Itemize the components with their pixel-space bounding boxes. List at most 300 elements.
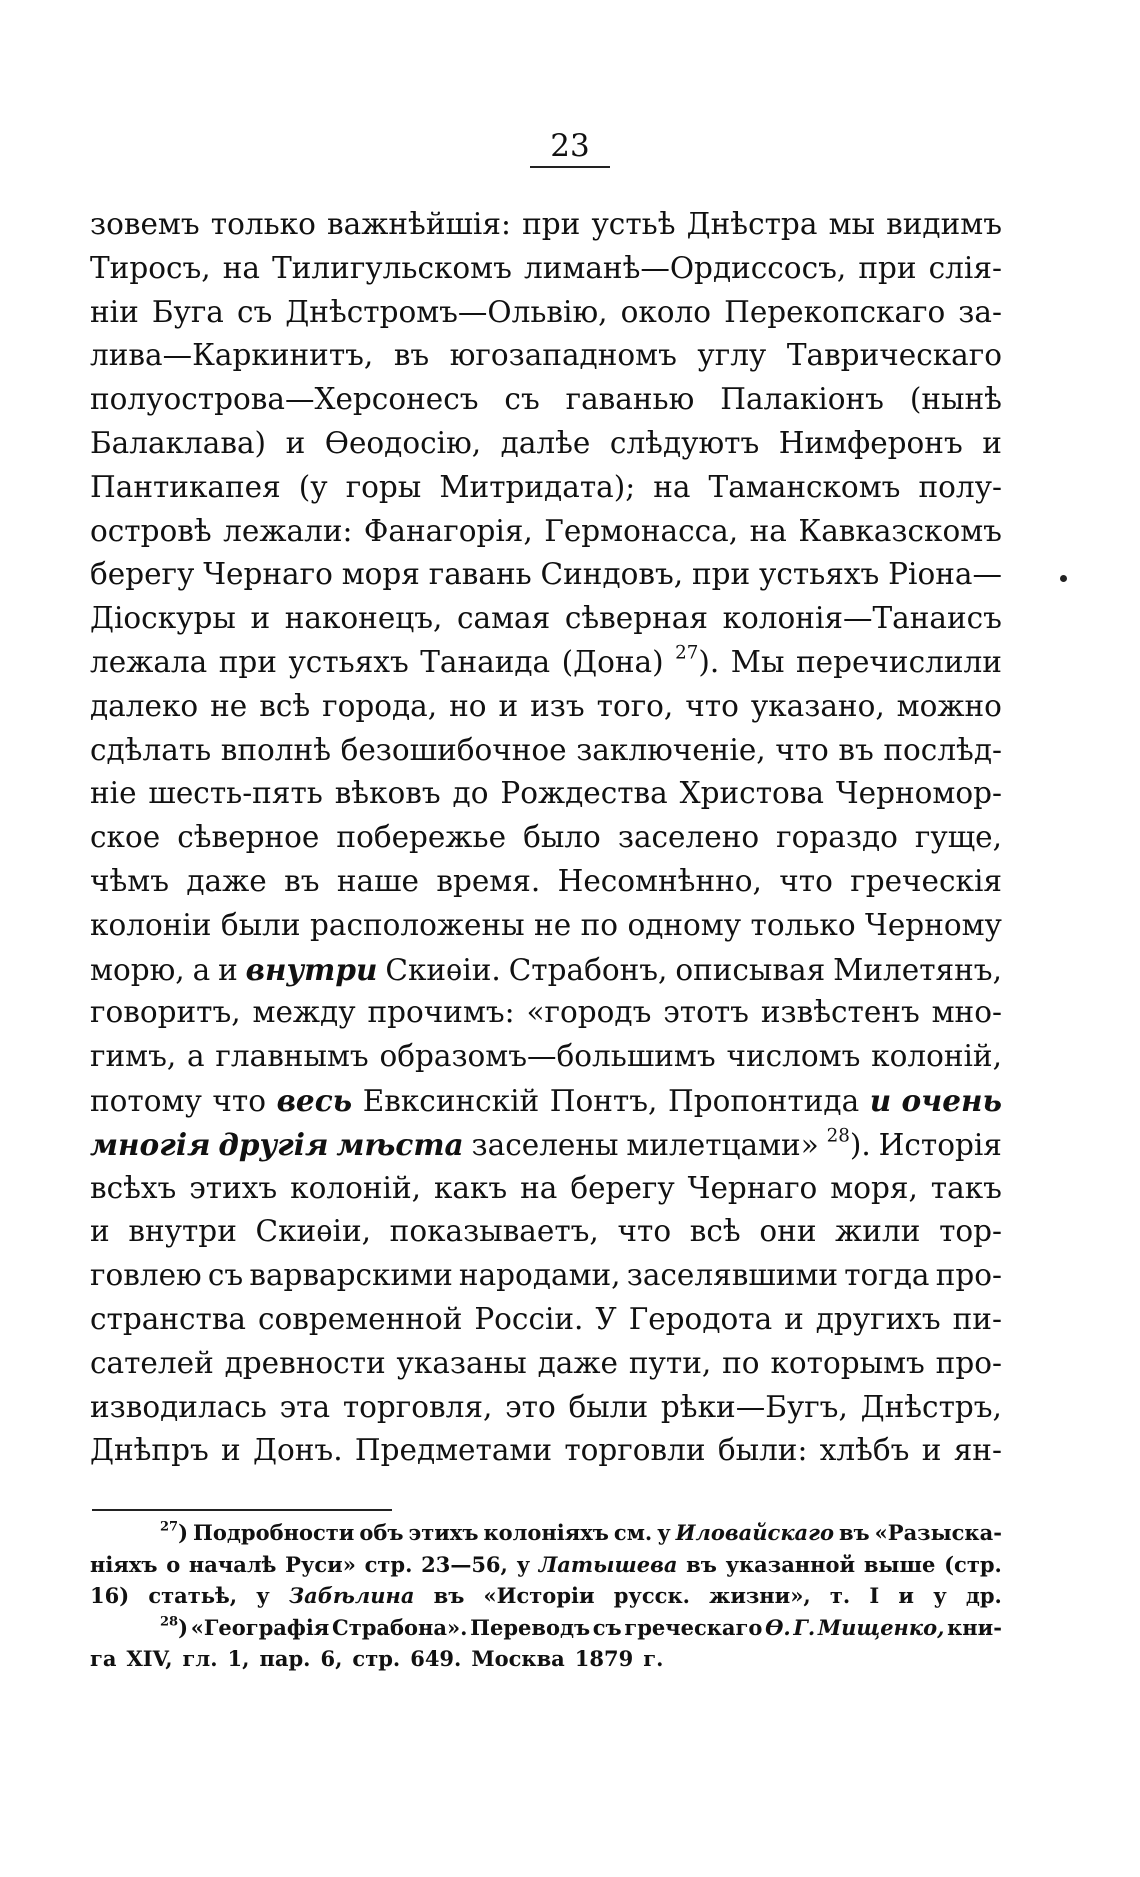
footnote-line xyxy=(90,1517,1002,1549)
word: ское xyxy=(90,820,161,855)
word: съ xyxy=(207,1258,244,1293)
word: Рождества xyxy=(500,776,668,811)
footnote-word: жизни», xyxy=(709,1583,811,1608)
word: другія xyxy=(218,1126,329,1162)
word: въ xyxy=(838,732,874,767)
footnote-word: стр. xyxy=(364,1551,413,1577)
footnote-word: 16) xyxy=(90,1583,130,1608)
word: перечислили xyxy=(795,644,1002,679)
word: Гермонасса, xyxy=(544,513,739,548)
word: мно- xyxy=(931,995,1002,1030)
footnote-word: пар. xyxy=(259,1646,311,1671)
word: при xyxy=(858,250,917,285)
word: сѣверная xyxy=(564,601,708,636)
word: Россіи. xyxy=(474,1301,584,1336)
word: эта xyxy=(279,1389,331,1424)
word: внутри xyxy=(245,951,378,987)
word: Днѣстръ, xyxy=(860,1389,1002,1424)
footnote-word: т. xyxy=(829,1583,851,1608)
word: Донъ. xyxy=(253,1433,343,1468)
word: Днѣпръ xyxy=(90,1433,209,1468)
word: Балаклава) xyxy=(90,425,267,460)
footnote-word: и xyxy=(898,1583,914,1608)
word: и xyxy=(921,1433,942,1468)
word: говлею xyxy=(90,1258,202,1293)
text-line xyxy=(90,334,1002,378)
word: ніи xyxy=(90,294,139,329)
word: Мы xyxy=(730,644,785,679)
word: Тилигульскомъ xyxy=(272,250,512,285)
word: а xyxy=(187,1039,205,1074)
footnote-word: XIV, xyxy=(126,1646,173,1671)
word: гуще, xyxy=(914,820,1002,855)
word: пи- xyxy=(952,1301,1002,1336)
text-line xyxy=(90,203,1002,247)
text-line xyxy=(90,1342,1002,1386)
text-line xyxy=(90,772,1002,816)
word: Исторія xyxy=(878,1127,1002,1162)
text-line xyxy=(90,1386,1002,1430)
word: вѣковъ xyxy=(334,776,441,811)
word: Евксинскій xyxy=(362,1083,540,1118)
word: жили xyxy=(835,1214,921,1249)
word: образомъ—большимъ xyxy=(379,1039,716,1074)
word: ян- xyxy=(953,1433,1002,1468)
footnote-word: у xyxy=(933,1583,947,1608)
word: съ xyxy=(236,294,273,329)
word: полуострова—Херсонесъ xyxy=(90,382,479,417)
word: указано, xyxy=(750,688,885,723)
word: заселявшими xyxy=(626,1258,839,1293)
word: лежали: xyxy=(223,513,353,548)
word: не xyxy=(534,907,572,942)
text-line xyxy=(90,510,1002,554)
word: а xyxy=(192,952,211,987)
text-line xyxy=(90,247,1002,291)
word: на xyxy=(222,250,260,285)
footnote-word: началѣ xyxy=(188,1551,277,1577)
footnote-word: «Географія xyxy=(190,1614,330,1640)
text-line xyxy=(90,816,1002,860)
word: не xyxy=(210,688,248,723)
word: гораздо xyxy=(776,820,898,855)
word: шесть-пять xyxy=(148,776,323,811)
word: далѣе xyxy=(500,425,591,460)
word: колонія—Танаисъ xyxy=(722,601,1002,636)
word: хлѣбъ xyxy=(819,1433,910,1468)
footnote-word: г. xyxy=(643,1646,664,1671)
word: время. xyxy=(436,863,541,898)
word: полу- xyxy=(918,469,1002,504)
word: пути, xyxy=(628,1345,712,1380)
word: горы xyxy=(345,469,422,504)
word: берегу xyxy=(90,557,195,592)
word: Палакіонъ xyxy=(720,382,884,417)
text-line xyxy=(90,948,1002,992)
word: было xyxy=(523,820,601,855)
word: торговля, xyxy=(342,1389,493,1424)
word: и xyxy=(982,425,1002,460)
word: рѣки—Бугъ, xyxy=(660,1389,848,1424)
word: «городъ xyxy=(526,995,652,1030)
word: торговли xyxy=(564,1433,706,1468)
word: и xyxy=(250,601,271,636)
word: Діоскуры xyxy=(90,601,236,636)
word: числомъ xyxy=(726,1039,861,1074)
word: Тиросъ, xyxy=(90,250,211,285)
word: только xyxy=(210,207,316,241)
word: Перекопскаго xyxy=(724,294,946,329)
page-header xyxy=(0,128,1140,168)
text-line xyxy=(90,1035,1002,1079)
word: далеко xyxy=(90,688,199,723)
word: что xyxy=(212,1083,266,1118)
word: $^{27}$). xyxy=(675,642,720,679)
word: изъ xyxy=(530,688,585,723)
word: колоній, xyxy=(290,1170,421,1205)
text-line xyxy=(90,422,1002,466)
word: Несомнѣнно, xyxy=(557,863,762,898)
word: Ѳеодосію, xyxy=(324,425,482,460)
footnote-word: Мищенко, xyxy=(817,1614,945,1640)
word: Пропонтида xyxy=(667,1083,860,1118)
footnote-word: въ xyxy=(433,1583,465,1608)
word: всѣ xyxy=(259,688,311,723)
text-line xyxy=(90,1298,1002,1342)
word: древности xyxy=(224,1345,386,1380)
footnote-word: 1879 xyxy=(574,1646,634,1671)
footnote-word: гл. xyxy=(182,1646,218,1671)
word: моря xyxy=(341,557,420,592)
word: Ріона— xyxy=(888,557,1002,592)
word: что xyxy=(617,1214,672,1249)
main-text xyxy=(90,203,1002,1473)
footnote-word: Забѣлина xyxy=(288,1583,415,1608)
word: одному xyxy=(627,907,742,942)
word: берегу xyxy=(570,1170,675,1205)
footnote-line xyxy=(90,1580,1002,1612)
word: безошибочное xyxy=(340,732,567,767)
text-line xyxy=(90,1079,1002,1123)
footnote-word: га xyxy=(90,1646,117,1671)
word: около xyxy=(620,294,712,329)
word: Скиѳіи, xyxy=(255,1214,371,1249)
word: показываетъ, xyxy=(389,1214,599,1249)
word: варварскими xyxy=(249,1258,453,1293)
word: Таврическаго xyxy=(786,338,1002,373)
text-line xyxy=(90,1254,1002,1298)
word: Страбонъ, xyxy=(508,952,668,987)
word: островѣ xyxy=(90,513,212,548)
word: но xyxy=(449,688,487,723)
text-line xyxy=(90,685,1002,729)
footnote-word: у xyxy=(256,1583,270,1608)
footnote-word: кни- xyxy=(947,1614,1002,1640)
text-line xyxy=(90,860,1002,904)
footnote-word: 23—56, xyxy=(421,1551,508,1577)
word: лиманѣ—Ордиссосъ, xyxy=(523,250,847,285)
word: извѣстенъ xyxy=(760,995,920,1030)
footnote-word: указанной xyxy=(725,1551,856,1577)
footnote-line xyxy=(90,1612,1002,1644)
word: которымъ xyxy=(770,1345,925,1380)
word: гимъ, xyxy=(90,1039,177,1074)
word: сдѣлать xyxy=(90,732,212,767)
word: расположены xyxy=(309,907,525,942)
word: заключеніе, xyxy=(576,732,766,767)
word: и xyxy=(498,688,519,723)
word: на xyxy=(749,513,787,548)
word: Чернаго xyxy=(203,557,333,592)
word: этотъ xyxy=(663,995,749,1030)
footnote-word: съ xyxy=(592,1614,622,1640)
word: и xyxy=(218,952,238,987)
word: Днѣстра xyxy=(686,207,818,241)
text-line xyxy=(90,1210,1002,1254)
word: даже xyxy=(186,863,267,898)
word: лива—Каркинитъ, xyxy=(90,338,374,373)
footnote-word: Переводъ xyxy=(470,1614,591,1640)
word: при xyxy=(691,557,751,592)
word: и xyxy=(784,1301,804,1336)
word: были: xyxy=(717,1433,808,1468)
word: что xyxy=(779,863,833,898)
word: съ xyxy=(504,382,540,417)
word: югозападномъ xyxy=(449,338,677,373)
word: сѣверное xyxy=(177,820,320,855)
footnote-word: греческаго xyxy=(624,1614,763,1640)
word: города, xyxy=(322,688,438,723)
text-line xyxy=(90,291,1002,335)
word: при xyxy=(522,207,581,241)
word: гавань xyxy=(428,557,532,592)
word: ніе xyxy=(90,776,137,811)
footnote-word: колоніяхъ xyxy=(483,1520,609,1545)
word: современной xyxy=(257,1301,463,1336)
footnote-word: въ xyxy=(686,1551,717,1577)
footnote-word: въ xyxy=(838,1520,870,1545)
word: послѣд- xyxy=(883,732,1002,767)
word: и xyxy=(90,1214,110,1249)
word: чѣмъ xyxy=(90,863,170,898)
word: наше xyxy=(336,863,419,898)
word: на xyxy=(653,469,691,504)
word: Милетянъ, xyxy=(833,952,1002,987)
word: важнѣйшія: xyxy=(327,207,511,241)
word: наконецъ, xyxy=(284,601,443,636)
word: всѣхъ xyxy=(90,1170,177,1205)
footnote-word: Москва xyxy=(471,1646,565,1671)
word: мы xyxy=(828,207,875,241)
text-line xyxy=(90,466,1002,510)
footnote-word: Латышева xyxy=(538,1551,678,1577)
word: по xyxy=(580,907,619,942)
word: въ xyxy=(284,863,320,898)
footnote-word: объ xyxy=(359,1520,404,1545)
word: всѣ xyxy=(689,1214,741,1249)
text-line xyxy=(90,991,1002,1035)
text-line xyxy=(90,1123,1002,1167)
footnote-word: Ѳ. xyxy=(765,1614,791,1640)
footnote-word: 1, xyxy=(227,1646,250,1671)
text-line xyxy=(90,729,1002,773)
word: побережье xyxy=(336,820,507,855)
word: Днѣстромъ—Ольвію, xyxy=(285,294,608,329)
word: колоній, xyxy=(871,1039,1002,1074)
footnote-word: стр. xyxy=(352,1646,401,1671)
footnote-word: о xyxy=(166,1551,181,1577)
word: тогда xyxy=(844,1258,930,1293)
footnote-word: Руси» xyxy=(285,1551,356,1577)
footnote-word: у xyxy=(657,1520,671,1545)
word: говоритъ, xyxy=(90,995,241,1030)
word: при xyxy=(218,644,277,679)
word: $^{28}$). xyxy=(826,1125,871,1162)
page-number: 23 xyxy=(530,128,609,168)
word: были xyxy=(568,1389,649,1424)
word: Пантикапея xyxy=(90,469,281,504)
word: Предметами xyxy=(354,1433,553,1468)
word: какъ xyxy=(433,1170,508,1205)
footnote-word: см. xyxy=(613,1520,653,1545)
word: устьѣ xyxy=(591,207,676,241)
word: изводилась xyxy=(90,1389,267,1424)
word: Нимферонъ xyxy=(778,425,963,460)
word: зовемъ xyxy=(90,207,200,241)
word: и xyxy=(285,425,306,460)
word: были xyxy=(220,907,301,942)
word: углу xyxy=(697,338,767,373)
footnote-word: этихъ xyxy=(408,1520,479,1545)
word: указаны xyxy=(396,1345,527,1380)
word: только xyxy=(750,907,856,942)
word: весь xyxy=(276,1082,353,1118)
word: что xyxy=(685,688,739,723)
word: въ xyxy=(393,338,430,373)
word: даже xyxy=(537,1345,618,1380)
word: главнымъ xyxy=(215,1039,369,1074)
text-line xyxy=(90,641,1002,685)
footnote-word: статьѣ, xyxy=(148,1583,238,1608)
word: Фанагорія, xyxy=(363,513,533,548)
word: до xyxy=(452,776,489,811)
text-line xyxy=(90,1167,1002,1211)
word: за- xyxy=(958,294,1002,329)
word: по xyxy=(722,1345,760,1380)
word: многія xyxy=(90,1126,211,1162)
word: Танаида xyxy=(420,644,551,679)
footnote-word: выше xyxy=(863,1551,936,1577)
text-line xyxy=(90,597,1002,641)
word: (нынѣ xyxy=(909,382,1002,417)
word: описывая xyxy=(675,952,826,987)
word: устьяхъ xyxy=(759,557,880,592)
word: морю, xyxy=(90,952,185,987)
word: народами, xyxy=(458,1258,621,1293)
word: они xyxy=(759,1214,817,1249)
footnote-word: Г. xyxy=(793,1614,816,1640)
footnote-word: русск. xyxy=(613,1583,690,1608)
footnote-word: ніяхъ xyxy=(90,1551,158,1577)
footnote-word: Страбона». xyxy=(332,1614,468,1640)
word: сателей xyxy=(90,1345,214,1380)
word: самая xyxy=(457,601,551,636)
word: Чернаго xyxy=(687,1170,818,1205)
word: моря, xyxy=(830,1170,918,1205)
word: Скиѳіи. xyxy=(385,952,501,987)
word: Буга xyxy=(151,294,224,329)
word: Христова xyxy=(679,776,824,811)
word: слѣдуютъ xyxy=(609,425,760,460)
word: заселено xyxy=(617,820,760,855)
word: Черномор- xyxy=(835,776,1002,811)
word: Таманскомъ xyxy=(708,469,901,504)
word: заселены xyxy=(471,1127,619,1162)
word: мѣста xyxy=(336,1126,464,1162)
text-line xyxy=(90,553,1002,597)
footnote-word: др. xyxy=(965,1583,1002,1608)
word: тор- xyxy=(939,1214,1002,1249)
word: и очень xyxy=(869,1082,1002,1118)
word: про- xyxy=(935,1258,1002,1293)
text-line xyxy=(90,378,1002,422)
footnote-word: I xyxy=(869,1583,880,1608)
footnote-word: 6, xyxy=(320,1646,343,1671)
word: того, xyxy=(596,688,674,723)
word: лежала xyxy=(90,644,208,679)
word: что xyxy=(775,732,829,767)
text-line xyxy=(90,1429,1002,1473)
word: устьяхъ xyxy=(288,644,409,679)
word: слія- xyxy=(928,250,1002,285)
footnote-word: «Исторіи xyxy=(483,1583,595,1608)
word: Черному xyxy=(865,907,1002,942)
footnote-line xyxy=(90,1549,1002,1581)
footnote-word: 649. xyxy=(410,1646,462,1671)
margin-speck xyxy=(1060,575,1067,582)
word: Понтъ, xyxy=(549,1083,658,1118)
word: гаванью xyxy=(565,382,695,417)
word: такъ xyxy=(930,1170,1002,1205)
word: на xyxy=(520,1170,558,1205)
word: Геродота xyxy=(628,1301,773,1336)
word: видимъ xyxy=(886,207,1002,241)
footnote-word: $^{27}$) xyxy=(160,1519,189,1545)
word: потому xyxy=(90,1083,202,1118)
word: внутри xyxy=(128,1214,237,1249)
word: вполнѣ xyxy=(220,732,331,767)
word: Митридата); xyxy=(439,469,636,504)
word: можно xyxy=(896,688,1002,723)
word: (у xyxy=(298,469,328,504)
footnote-word: Иловайскаго xyxy=(675,1520,834,1545)
footnotes xyxy=(90,1517,1002,1675)
word: У xyxy=(595,1301,617,1336)
word: Синдовъ, xyxy=(540,557,684,592)
word: между xyxy=(252,995,356,1030)
word: другихъ xyxy=(815,1301,941,1336)
footnote-word: «Разыска- xyxy=(874,1520,1002,1545)
word: прочимъ: xyxy=(367,995,515,1030)
footnote-line xyxy=(90,1643,1002,1675)
word: странства xyxy=(90,1301,247,1336)
text-line xyxy=(90,904,1002,948)
word: греческія xyxy=(850,863,1002,898)
footnote-word: (стр. xyxy=(944,1551,1002,1577)
footnote-word: $^{28}$) xyxy=(160,1613,189,1640)
word: (Дона) xyxy=(561,644,664,679)
footnote-word: у xyxy=(516,1551,531,1577)
